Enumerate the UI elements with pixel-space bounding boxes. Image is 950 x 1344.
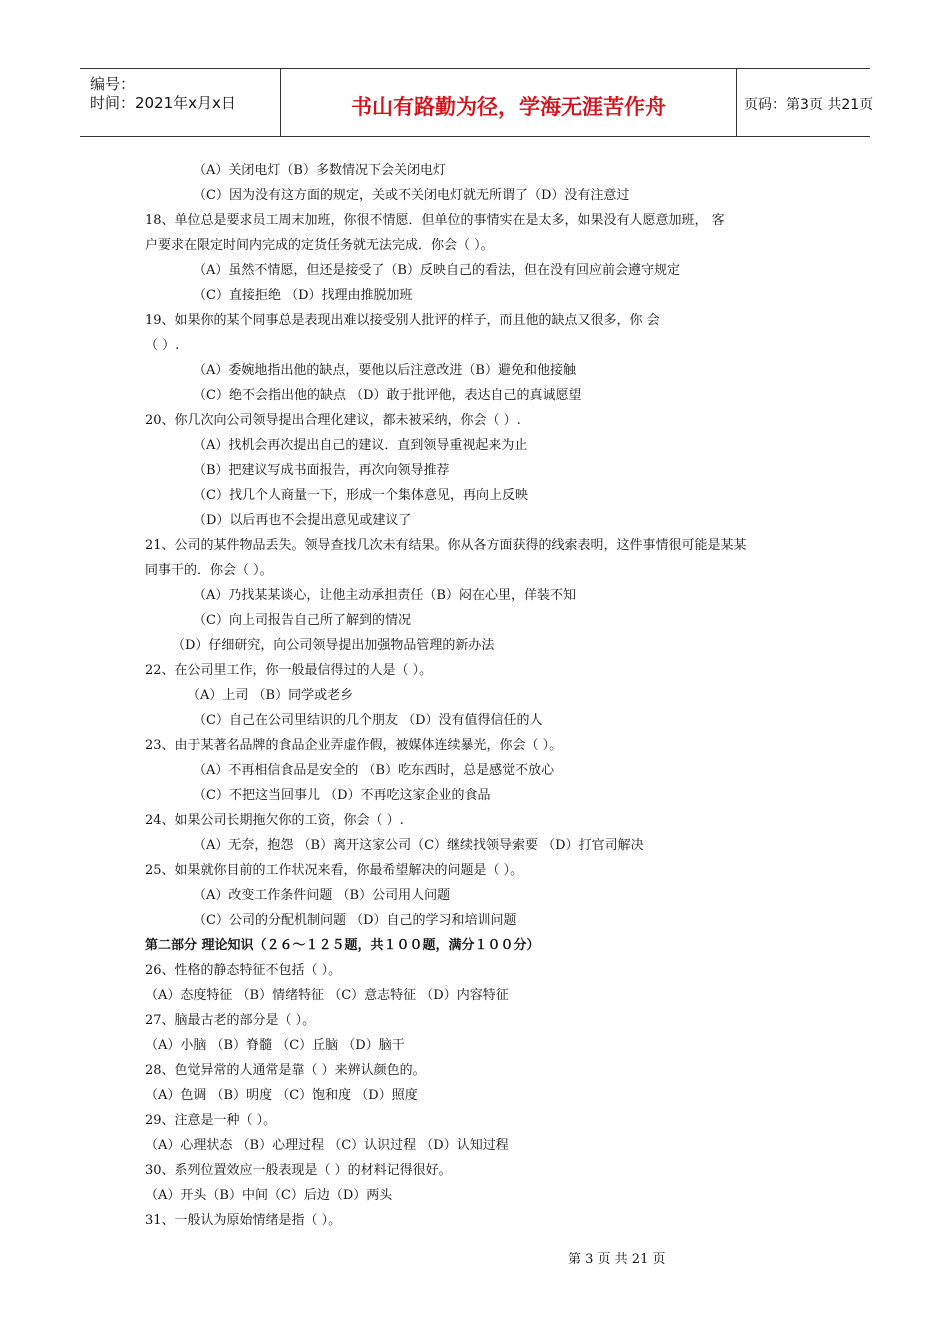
answer-option: （C）自己在公司里结识的几个朋友 （D）没有值得信任的人 bbox=[193, 713, 543, 728]
answer-option: （A）小脑 （B）脊髓 （C）丘脑 （D）脑干 bbox=[145, 1038, 405, 1053]
answer-option: （A）虽然不情愿，但还是接受了（B）反映自己的看法，但在没有回应前会遵守规定 bbox=[193, 263, 680, 278]
question-22: 22、在公司里工作，你一般最信得过的人是（ ）。 bbox=[145, 663, 433, 678]
answer-option: （A）上司 （B）同学或老乡 bbox=[187, 688, 354, 703]
answer-option: （C）找几个人商量一下，形成一个集体意见，再向上反映 bbox=[193, 488, 528, 503]
section-heading: 第二部分 理论知识（２６～１２５题，共１００题，满分１００分） bbox=[145, 938, 540, 953]
question-27: 27、脑最古老的部分是（ ）。 bbox=[145, 1013, 316, 1028]
document-number-label: 编号： bbox=[90, 75, 136, 93]
header-motto: 书山有路勤为径，学海无涯苦作舟 bbox=[351, 95, 666, 119]
question-18: 18、单位总是要求员工周末加班，你很不情愿．但单位的事情实在是太多，如果没有人愿意加班， 客 bbox=[145, 213, 725, 228]
header-page-cell bbox=[736, 69, 874, 136]
answer-option: （B）把建议写成书面报告，再次向领导推荐 bbox=[193, 463, 450, 478]
question-21: 21、公司的某件物品丢失。领导查找几次未有结果。你从各方面获得的线索表明，这件事情很可能是某某 bbox=[145, 538, 747, 553]
text-line: （C）因为没有这方面的规定，关或不关闭电灯就无所谓了（D）没有注意过 bbox=[193, 188, 630, 203]
answer-option: （D）以后再也不会提出意见或建议了 bbox=[193, 513, 412, 528]
answer-option: （C）不把这当回事儿 （D）不再吃这家企业的食品 bbox=[193, 788, 491, 803]
answer-option: （C）绝不会指出他的缺点 （D）敢于批评他，表达自己的真诚愿望 bbox=[193, 388, 582, 403]
text-line: 户要求在限定时间内完成的定货任务就无法完成．你会（ ）。 bbox=[145, 238, 494, 253]
page-footer: 第 3 页 共 21 页 bbox=[568, 1252, 666, 1267]
header-page-number: 页码：第3页 共21页 bbox=[744, 97, 874, 113]
question-20: 20、你几次向公司领导提出合理化建议，都未被采纳，你会（ ）. bbox=[145, 413, 521, 428]
document-date-label: 时间：2021年x月x日 bbox=[90, 94, 236, 112]
answer-option: （C）直接拒绝 （D）找理由推脱加班 bbox=[193, 288, 413, 303]
answer-option: （A）色调 （B）明度 （C）饱和度 （D）照度 bbox=[145, 1088, 418, 1103]
text-line: （ ）. bbox=[145, 338, 180, 353]
question-26: 26、性格的静态特征不包括（ ）。 bbox=[145, 963, 342, 978]
answer-option: （C）向上司报告自己所了解到的情况 bbox=[193, 613, 411, 628]
answer-option: （C）公司的分配机制问题 （D）自己的学习和培训问题 bbox=[193, 913, 517, 928]
question-19: 19、如果你的某个同事总是表现出难以接受别人批评的样子，而且他的缺点又很多，你 会 bbox=[145, 313, 660, 328]
page-header bbox=[80, 68, 874, 137]
answer-option: （A）态度特征 （B）情绪特征 （C）意志特征 （D）内容特征 bbox=[145, 988, 509, 1003]
question-25: 25、如果就你目前的工作状况来看，你最希望解决的问题是（ ）。 bbox=[145, 863, 524, 878]
answer-option: （A）开头（B）中间（C）后边（D）两头 bbox=[145, 1188, 393, 1203]
question-30: 30、系列位置效应一般表现是（ ）的材料记得很好。 bbox=[145, 1163, 452, 1178]
text-line: 同事干的．你会（ ）。 bbox=[145, 563, 273, 578]
answer-option: （A）委婉地指出他的缺点，要他以后注意改进（B）避免和他接触 bbox=[193, 363, 576, 378]
question-31: 31、一般认为原始情绪是指（ ）。 bbox=[145, 1213, 342, 1228]
answer-option: （A）改变工作条件问题 （B）公司用人问题 bbox=[193, 888, 451, 903]
answer-option: （A）找机会再次提出自己的建议．直到领导重视起来为止 bbox=[193, 438, 528, 453]
answer-option: （A）不再相信食品是安全的 （B）吃东西时，总是感觉不放心 bbox=[193, 763, 555, 778]
answer-option: （A）乃找某某谈心，让他主动承担责任（B）闷在心里，佯装不知 bbox=[193, 588, 576, 603]
question-24: 24、如果公司长期拖欠你的工资，你会（ ）. bbox=[145, 813, 404, 828]
text-line: （A）关闭电灯（B）多数情况下会关闭电灯 bbox=[193, 163, 446, 178]
header-motto-cell bbox=[280, 69, 737, 136]
question-23: 23、由于某著名品牌的食品企业弄虚作假，被媒体连续暴光，你会（ ）。 bbox=[145, 738, 563, 753]
answer-option: （A）心理状态 （B）心理过程 （C）认识过程 （D）认知过程 bbox=[145, 1138, 509, 1153]
answer-option: （D）仔细研究，向公司领导提出加强物品管理的新办法 bbox=[172, 638, 495, 653]
question-28: 28、色觉异常的人通常是靠（ ）来辨认颜色的。 bbox=[145, 1063, 426, 1078]
answer-option: （A）无奈，抱怨 （B）离开这家公司（C）继续找领导索要 （D）打官司解决 bbox=[193, 838, 644, 853]
question-29: 29、注意是一种（ ）。 bbox=[145, 1113, 277, 1128]
header-info-cell bbox=[80, 69, 280, 136]
